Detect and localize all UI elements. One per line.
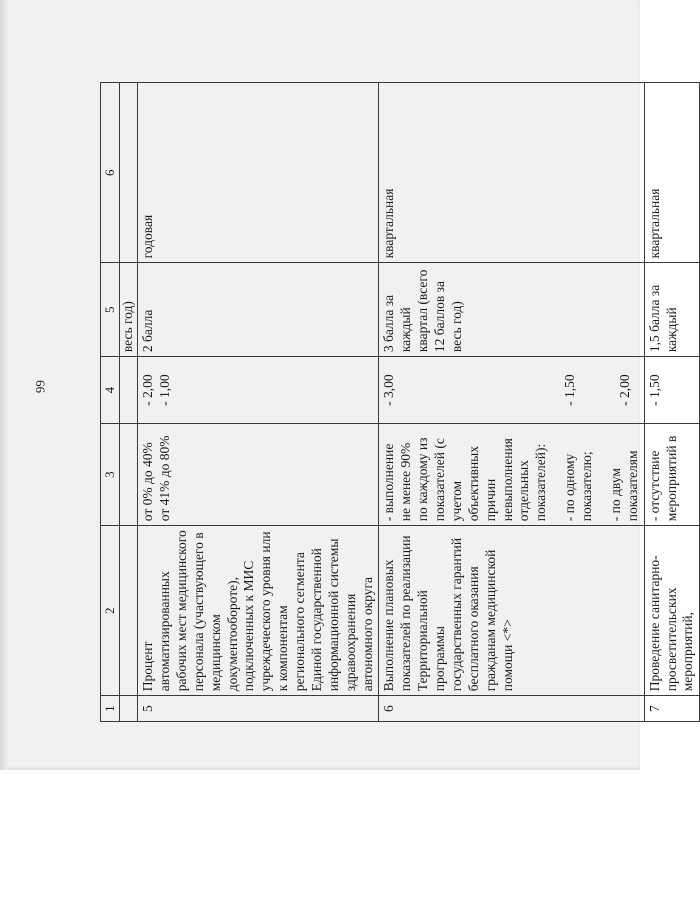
- continuation-row: [120, 83, 138, 722]
- cont-cell-6: [120, 83, 138, 263]
- header-col-6: 6: [101, 83, 120, 263]
- max-score: 1,5 балла за каждый: [644, 263, 700, 357]
- header-col-4: 4: [101, 357, 120, 424]
- cont-cell-1: [120, 696, 138, 722]
- indicator-text: Процент автоматизированных рабочих мест медицинского персонала (участвующего в медицинском документообороте), подключенных к МИС учреждеческого уровня или к компонентам регионального сегмента Единой государственной информационной системы здравоохранения автономного округа: [138, 526, 379, 696]
- criteria-main: - выполнение не менее 90% по каждому из показателей (с учетом объективных причин невыполнения отдельных показателей):: [381, 437, 549, 522]
- criteria-two: - по двум показателям: [607, 450, 640, 522]
- scores-cell: [379, 357, 644, 424]
- criteria-one: - по одному показателю;: [562, 451, 594, 522]
- row-number: 7: [644, 696, 700, 722]
- indicator-text: Выполнение плановых показателей по реализации Территориальной программы государственных гарантий бесплатного оказания гражданам медицинской помощи <*>: [379, 526, 644, 696]
- score-one: - 1,50: [562, 374, 578, 406]
- criteria-line: от 41% до 80%: [157, 435, 172, 522]
- period: квартальная: [379, 83, 644, 263]
- cont-cell-5: весь год): [120, 263, 138, 357]
- max-score: 2 балла: [138, 263, 379, 357]
- score-main: - 3,00: [381, 374, 397, 406]
- header-row: [101, 83, 120, 722]
- period: годовая: [138, 83, 379, 263]
- rotated-table-wrapper: [100, 82, 696, 722]
- row-number: 5: [138, 696, 379, 722]
- header-col-3: 3: [101, 424, 120, 526]
- indicator-text: Проведение санитарно-просветительских мероприятий,: [644, 526, 700, 696]
- header-col-2: 2: [101, 526, 120, 696]
- header-col-5: 5: [101, 263, 120, 357]
- criteria-table: [100, 82, 700, 722]
- table-row: [138, 83, 379, 722]
- cont-cell-3: [120, 424, 138, 526]
- score-value: - 2,00: [140, 374, 156, 406]
- cont-cell-4: [120, 357, 138, 424]
- criteria-cell: [379, 424, 644, 526]
- score-value: - 1,50: [644, 357, 700, 424]
- table-row: [379, 83, 644, 722]
- header-col-1: 1: [101, 696, 120, 722]
- max-score: 3 балла за каждый квартал (всего 12 баллов за весь год): [379, 263, 644, 357]
- criteria-cell: - отсутствие мероприятий в: [644, 424, 700, 526]
- scan-edge: [0, 0, 8, 770]
- page-number: 66: [33, 380, 48, 393]
- score-value: - 1,00: [157, 374, 172, 406]
- cont-cell-2: [120, 526, 138, 696]
- row-number: 6: [379, 696, 644, 722]
- table-row: [644, 83, 700, 722]
- period: квартальная: [644, 83, 700, 263]
- scores-cell: [138, 357, 379, 424]
- criteria-line: от 0% до 40%: [140, 442, 156, 522]
- score-two: - 2,00: [617, 374, 633, 406]
- criteria-cell: [138, 424, 379, 526]
